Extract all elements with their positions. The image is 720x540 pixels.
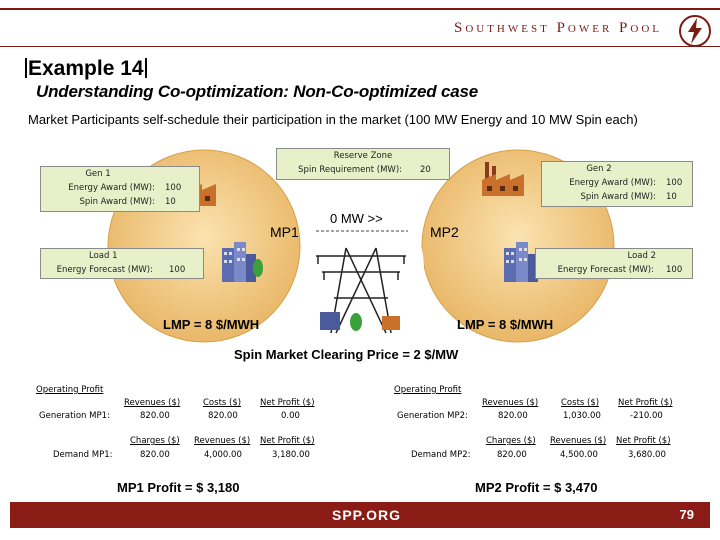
load2-forecast-value: 100 xyxy=(666,265,683,275)
reserve-zone-heading: Reserve Zone xyxy=(333,151,393,161)
mp1-table-heading: Operating Profit xyxy=(36,385,104,395)
mp1-gen-row-label: Generation MP1: xyxy=(39,411,110,421)
mp1-dem-val-2: 4,000.00 xyxy=(204,450,242,460)
mp2-dem-val-3: 3,680.00 xyxy=(628,450,666,460)
load1-forecast-value: 100 xyxy=(169,265,186,275)
gen2-spin-label: Spin Award (MW): xyxy=(580,192,656,202)
lmp1-label: LMP = 8 $/MWH xyxy=(163,317,260,332)
mp2-gen-col-2: Costs ($) xyxy=(561,398,600,408)
mp2-dem-val-2: 4,500.00 xyxy=(560,450,598,460)
mp2-dem-row-label: Demand MP2: xyxy=(411,450,471,460)
flow-label: 0 MW >> xyxy=(330,211,383,226)
description-text: Market Participants self-schedule their participation in the market (100 MW Energy and 10 MW Spin each) xyxy=(28,112,638,127)
load1-forecast-label: Energy Forecast (MW): xyxy=(56,265,153,275)
mp2-gen-row-label: Generation MP2: xyxy=(397,411,468,421)
mp1-label: MP1 xyxy=(270,224,299,240)
page-subtitle: Understanding Co-optimization: Non-Co-optimized case xyxy=(36,82,478,101)
page-number: 79 xyxy=(679,507,694,522)
gen1-energy-label: Energy Award (MW): xyxy=(68,183,155,193)
mp2-table-heading: Operating Profit xyxy=(394,385,462,395)
reserve-zone-box xyxy=(276,148,450,180)
mp2-gen-col-1: Revenues ($) xyxy=(482,398,539,408)
mp2-profit-total: MP2 Profit = $ 3,470 xyxy=(475,480,598,495)
gen2-energy-label: Energy Award (MW): xyxy=(569,178,656,188)
mp2-dem-col-1: Charges ($) xyxy=(486,436,536,446)
mp2-gen-val-2: 1,030.00 xyxy=(563,411,601,421)
footer-bar xyxy=(10,502,710,528)
load2-box xyxy=(535,248,693,279)
mp2-dem-col-2: Revenues ($) xyxy=(550,436,607,446)
brand-name: Southwest Power Pool xyxy=(453,20,662,36)
mp2-gen-val-1: 820.00 xyxy=(498,411,528,421)
mp1-gen-col-1: Revenues ($) xyxy=(124,398,181,408)
mp1-gen-val-3: 0.00 xyxy=(281,411,300,421)
transmission-tower-icon xyxy=(306,238,416,338)
page-title: Example 14 xyxy=(24,57,148,81)
mp1-dem-col-3: Net Profit ($) xyxy=(260,436,315,446)
mp1-dem-val-1: 820.00 xyxy=(140,450,170,460)
gen1-energy-value: 100 xyxy=(165,183,182,193)
mp1-gen-col-3: Net Profit ($) xyxy=(260,398,315,408)
spin-market-clearing-price: Spin Market Clearing Price = 2 $/MW xyxy=(234,347,459,362)
gen2-energy-value: 100 xyxy=(666,178,683,188)
mp1-dem-col-2: Revenues ($) xyxy=(194,436,251,446)
load2-heading: Load 2 xyxy=(627,251,656,261)
gen2-heading: Gen 2 xyxy=(586,164,612,174)
gen1-heading: Gen 1 xyxy=(85,169,111,179)
mp2-label: MP2 xyxy=(430,224,459,240)
load2-forecast-label: Energy Forecast (MW): xyxy=(557,265,654,275)
mp1-dem-val-3: 3,180.00 xyxy=(272,450,310,460)
gen1-spin-value: 10 xyxy=(165,197,176,207)
mp2-dem-col-3: Net Profit ($) xyxy=(616,436,671,446)
mp1-gen-val-2: 820.00 xyxy=(208,411,238,421)
mp1-dem-row-label: Demand MP1: xyxy=(53,450,113,460)
city-buildings-icon xyxy=(218,238,264,284)
load1-heading: Load 1 xyxy=(89,251,118,261)
spin-requirement-value: 20 xyxy=(420,165,431,175)
gen2-spin-value: 10 xyxy=(666,192,677,202)
footer-brand-link[interactable]: SPP.ORG xyxy=(332,507,401,523)
mp1-gen-val-1: 820.00 xyxy=(140,411,170,421)
mp2-dem-val-1: 820.00 xyxy=(497,450,527,460)
mp1-dem-col-1: Charges ($) xyxy=(130,436,180,446)
mp1-gen-col-2: Costs ($) xyxy=(203,398,242,408)
gen1-box xyxy=(40,166,200,212)
factory-icon xyxy=(482,160,524,198)
mp1-profit-total: MP1 Profit = $ 3,180 xyxy=(117,480,240,495)
mp2-gen-col-3: Net Profit ($) xyxy=(618,398,673,408)
spin-requirement-label: Spin Requirement (MW): xyxy=(298,165,402,175)
mp2-gen-val-3: -210.00 xyxy=(630,411,663,421)
lmp2-label: LMP = 8 $/MWH xyxy=(457,317,554,332)
load1-box xyxy=(40,248,204,279)
gen2-box xyxy=(541,161,693,207)
gen1-spin-label: Spin Award (MW): xyxy=(79,197,155,207)
